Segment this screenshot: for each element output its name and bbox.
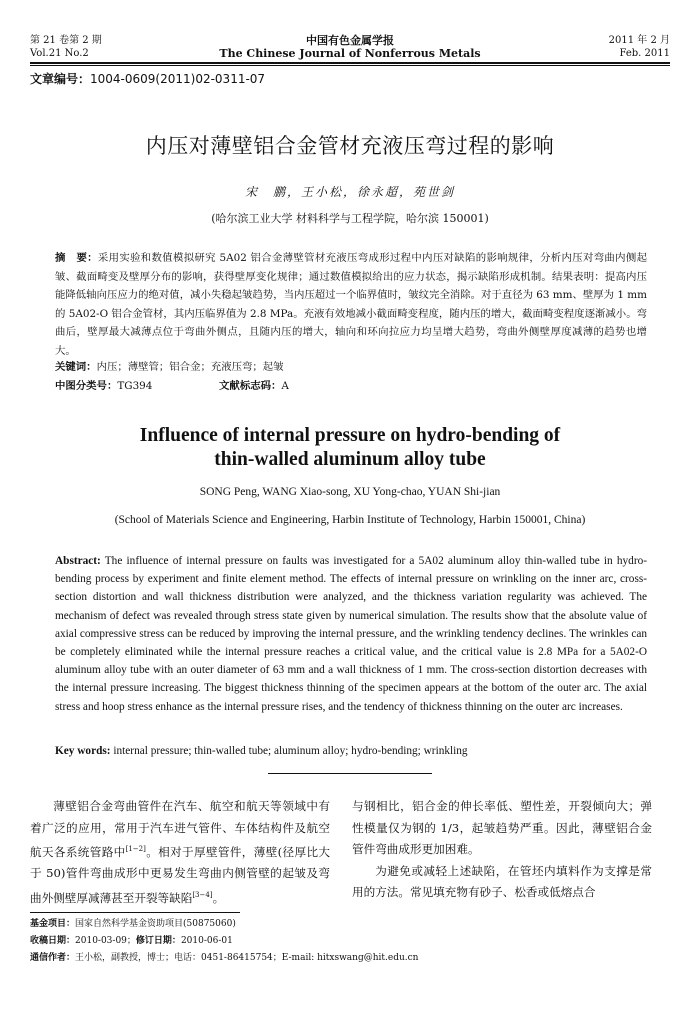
doc-code-label: 文献标志码：	[219, 380, 282, 392]
keywords-en	[55, 742, 647, 760]
body-left-p1: 薄壁铝合金弯曲管件在汽车、航空和航天等领域中有着广泛的应用，常用于汽车进气管件、车体结构件及航空航天各系统管路中	[30, 799, 330, 859]
body-left-p1-end: 。	[212, 890, 225, 905]
authors-cn: 宋 鹏，王小松，徐永超，苑世剑	[244, 185, 455, 199]
footnotes	[30, 916, 670, 967]
keywords-cn-label: 关键词：	[55, 361, 97, 373]
clc-label: 中图分类号：	[55, 380, 118, 392]
keywords-en-text: internal pressure; thin-walled tube; aluminum alloy; hydro-bending; wrinkling	[110, 745, 468, 757]
body-right-p2: 为避免或减轻上述缺陷，在管坯内填料作为支撑是常用的方法。常见填充物有砂子、松香或低熔点合	[352, 863, 652, 899]
abstract-en	[55, 552, 647, 716]
body-right-column	[352, 796, 652, 904]
footnote-rule	[30, 912, 240, 913]
header-journal-cn: 中国有色金属学报	[306, 34, 394, 47]
header-date-cn: 2011 年 2 月	[608, 35, 670, 46]
affiliation-en: (School of Materials Science and Engineering, Harbin Institute of Technology, Harbin 150001, China)	[114, 514, 586, 526]
title-en-line2: thin-walled aluminum alloy tube	[214, 449, 486, 470]
keywords-cn	[55, 358, 647, 377]
title-cn: 内压对薄壁铝合金管材充液压弯过程的影响	[145, 134, 555, 158]
header-volume-en: Vol.21 No.2	[30, 48, 89, 59]
affiliation-cn: (哈尔滨工业大学 材料科学与工程学院，哈尔滨 150001)	[211, 212, 489, 225]
body-left-paragraph	[30, 796, 330, 909]
abstract-cn	[55, 249, 647, 360]
title-en-line1: Influence of internal pressure on hydro-bending of	[139, 425, 561, 446]
header-date-en: Feb. 2011	[619, 48, 670, 59]
footnote-fund	[30, 916, 670, 933]
authors-en: SONG Peng, WANG Xiao-song, XU Yong-chao, YUAN Shi-jian	[199, 486, 501, 498]
header-volume-cn: 第 21 卷第 2 期	[30, 35, 102, 46]
header-rule	[30, 62, 670, 64]
ref-1-2: [1−2]	[125, 845, 146, 853]
header-date	[520, 34, 670, 60]
article-number-value: 1004-0609(2011)02-0311-07	[90, 72, 266, 86]
abstract-separator	[268, 773, 432, 774]
title-en	[30, 424, 670, 472]
abstract-cn-text: 采用实验和数值模拟研究 5A02 铝合金薄壁管材充液压弯成形过程中内压对缺陷的影响规律，分析内压对弯曲内侧起皱、截面畸变及壁厚分布的影响，获得壁厚变化规律；通过数值模拟给出的应力状态，揭示缺陷形成机制。结果表明：提高内压能降低轴向压应力的绝对值，减小失稳起皱趋势，当内压超过一个临界值时，皱纹完全消除。对于直径为 63 mm、壁厚为 1 mm 的 5A02-O 铝合金管材，其内压临界值为 2.8 MPa。充液有效地减小截面畸变程度，随内压的增大，截面畸变程度逐渐减小。弯曲后，壁厚最大减薄点位于弯曲外侧点，且随内压的增大，轴向和环向拉应力均呈增大趋势，弯曲外侧壁厚度减薄的趋势也增大。	[55, 252, 648, 357]
fund-label: 基金项目：	[30, 919, 76, 929]
header-volume	[30, 34, 180, 60]
article-number-label: 文章编号：	[30, 72, 91, 86]
fund-text: 国家自然科学基金资助项目(50875060)	[75, 919, 236, 929]
body-left-p1-cont: 。相对于厚壁管件，薄壁(径厚比大于 50)管件弯曲成形中更易发生弯曲内侧管壁的起皱及弯曲外侧壁厚减薄甚至开裂等缺陷	[30, 844, 330, 905]
ref-3-4: [3−4]	[192, 890, 213, 899]
received-label: 收稿日期：	[30, 936, 76, 946]
revised-label: 修订日期：	[135, 936, 181, 946]
article-number	[30, 70, 265, 87]
keywords-en-label: Key words:	[55, 745, 111, 757]
abstract-cn-label: 摘 要：	[55, 252, 98, 264]
correspondence-label: 通信作者：	[30, 953, 76, 963]
received-text: 2010-03-09；	[75, 936, 136, 946]
correspondence-text: 王小松，副教授，博士；电话：0451-86415754；E-mail: hitxswang@hit.edu.cn	[75, 953, 419, 963]
header-journal	[180, 34, 520, 60]
abstract-en-text: The influence of internal pressure on faults was investigated for a 5A02 aluminum alloy thin-walled tube in hydro-bending process by experiment and finite element method. The effects of internal pressure on wrinkling on the inner arc, cross-section distortion and wall thickness distribution were analyzed, and the thickness variation regularity was achieved. The mechanism of defect was revealed through stress state given by numerical simulation. The results show that the absolute value of axial compressive stress can be reduced by improving the internal pressure, and the wrinkling tendency declines. The wrinkles can be completely eliminated while the internal pressure reaches a critical value, and the critical value is 2.8 MPa for a 5A02-O aluminum alloy tube with an outer diameter of 63 mm and a wall thickness of 1 mm. The cross-section distortion decreases with the internal pressure increasing. The biggest thickness thinning of the specimen appears at the bottom of the outer arc. The axial stress and hoop stress enhance as the internal pressure rises, and the tendency of thickness thinning on the outer arc increases.	[55, 555, 647, 713]
abstract-en-label: Abstract:	[55, 555, 101, 567]
header-rule-thin	[30, 65, 670, 66]
clc-value: TG394	[117, 380, 153, 392]
revised-text: 2010-06-01	[180, 936, 233, 946]
doc-code-value: A	[281, 380, 289, 392]
footnote-dates	[30, 933, 670, 950]
header-journal-en: The Chinese Journal of Nonferrous Metals	[219, 47, 481, 60]
keywords-cn-text: 内压；薄壁管；铝合金；充液压弯；起皱	[96, 361, 284, 373]
footnote-correspondence	[30, 950, 670, 967]
body-left-column	[30, 796, 330, 909]
classification	[55, 377, 647, 396]
body-right-p1: 与钢相比，铝合金的伸长率低、塑性差，开裂倾向大；弹性模量仅为钢的 1/3，起皱趋势严重。因此，薄壁铝合金管件弯曲成形更加困难。	[352, 799, 652, 856]
